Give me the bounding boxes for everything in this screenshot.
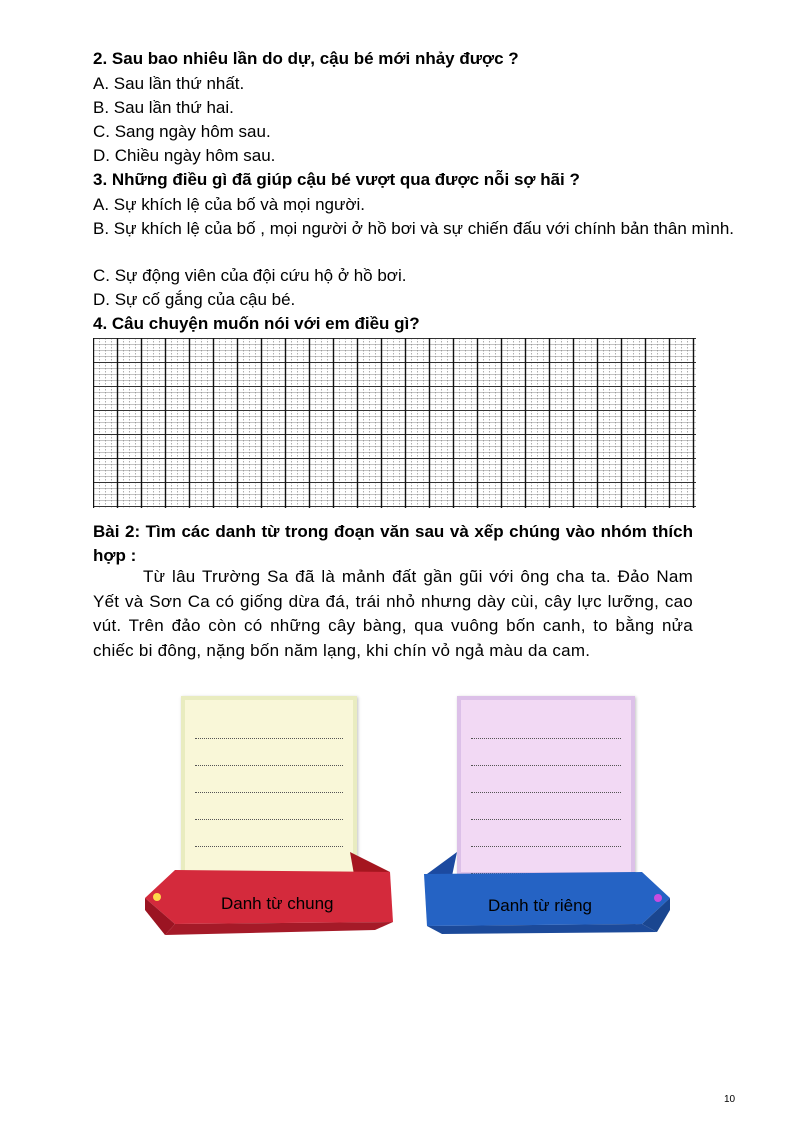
question-3: 3. Những điều gì đã giúp cậu bé vượt qua được nỗi sợ hãi ? (93, 170, 580, 189)
q3-option-b: B. Sự khích lệ của bố , mọi người ở hồ bơi và sự chiến đấu với chính bản thân mình. (93, 219, 735, 238)
writing-grid[interactable] (93, 338, 696, 508)
proper-noun-label: Danh từ riêng (488, 896, 592, 915)
exercise-2-title: Bài 2: Tìm các danh từ trong đoạn văn sau và xếp chúng vào nhóm thích hợp : (93, 522, 693, 565)
question-4: 4. Câu chuyện muốn nói với em điều gì? (93, 314, 420, 333)
proper-noun-answer-sheet[interactable] (457, 696, 635, 876)
question-2: 2. Sau bao nhiêu lần do dự, cậu bé mới nhảy được ? (93, 49, 519, 68)
q3-option-a: A. Sự khích lệ của bố và mọi người. (93, 195, 366, 214)
q2-option-d: D. Chiều ngày hôm sau. (93, 146, 276, 165)
proper-noun-ribbon (422, 850, 672, 940)
common-noun-card (145, 690, 395, 940)
exercise-2-paragraph (93, 565, 693, 663)
proper-noun-card (422, 690, 672, 940)
paragraph-text: Từ lâu Trường Sa đã là mảnh đất gần gũi với ông cha ta. Đảo Nam Yết và Sơn Ca có giống dừa đá, trái nhỏ nhưng dày cùi, cây lực lưỡng, cao vút. Trên đảo còn có những cây bàng, qua vuông bốn canh, to bằng nửa chiếc bi đông, nặng bốn năm lạng, khi chín vỏ ngả màu da cam. (93, 567, 693, 660)
q2-option-a: A. Sau lần thứ nhất. (93, 74, 245, 93)
common-noun-label: Danh từ chung (221, 894, 334, 913)
common-noun-answer-sheet[interactable] (181, 696, 357, 876)
q2-option-b: B. Sau lần thứ hai. (93, 98, 234, 117)
q3-option-c: C. Sự động viên của đội cứu hộ ở hồ bơi. (93, 266, 407, 285)
q2-option-c: C. Sang ngày hôm sau. (93, 122, 271, 141)
q3-option-d: D. Sự cố gắng của cậu bé. (93, 290, 296, 309)
writing-grid-lines (93, 338, 696, 508)
page-number: 10 (724, 1094, 736, 1105)
